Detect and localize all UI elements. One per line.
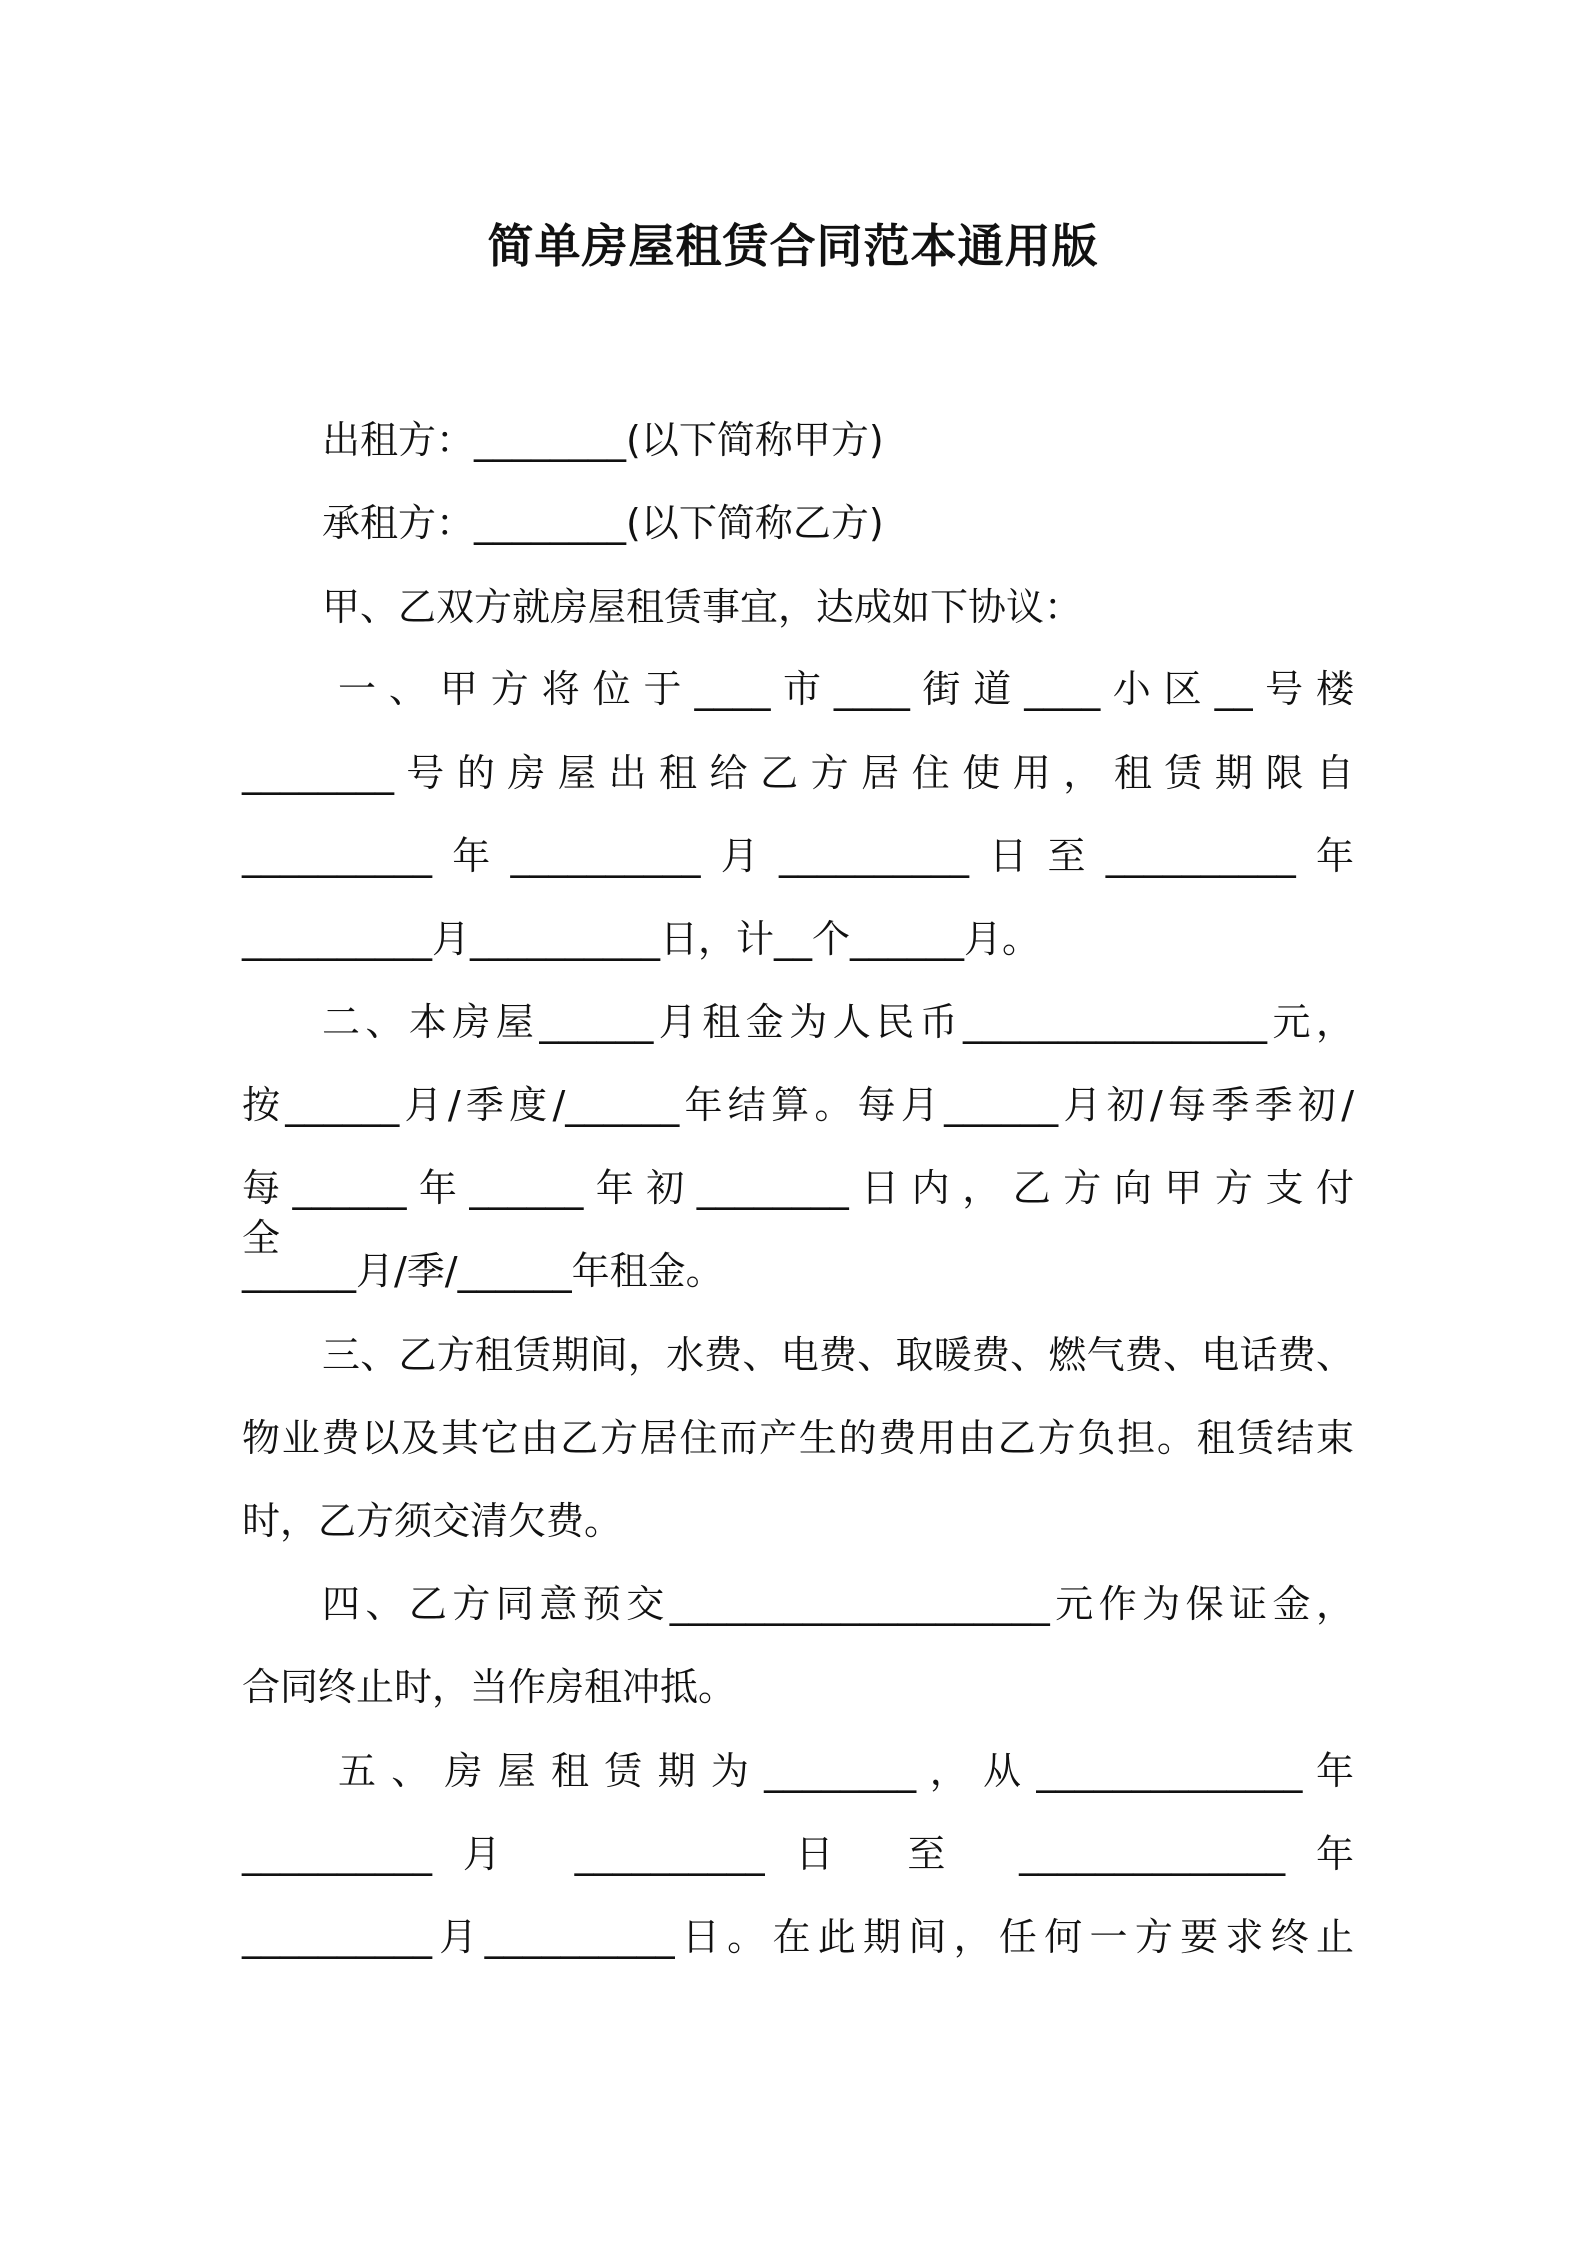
- clause-4-line-1: 四、乙方同意预交____________________元作为保证金，: [322, 1582, 1354, 1626]
- lessor-line: 出租方：________(以下简称甲方): [322, 418, 884, 462]
- clause-5-line-1: 五 、 房 屋 租 赁 期 为 ________ ， 从 ______________ 年: [338, 1749, 1354, 1793]
- clause-1-line-3: __________年__________月__________日至__________年: [242, 834, 1354, 878]
- clause-2-line-2: 按______月/季度/______年结算。每月______月初/每季季初/: [242, 1083, 1354, 1127]
- agreement-intro: 甲、乙双方就房屋租赁事宜，达成如下协议：: [322, 585, 1083, 629]
- lessee-line: 承租方：________(以下简称乙方): [322, 501, 884, 545]
- clause-5-line-2: __________月 __________日 至 ______________年: [242, 1832, 1354, 1876]
- clause-1-line-4: __________月__________日，计__个______月。: [242, 917, 1041, 961]
- clause-3-line-1: 三、乙方租赁期间，水费、电费、取暖费、燃气费、电话费、: [322, 1333, 1354, 1377]
- document-title: 简单房屋租赁合同范本通用版: [487, 219, 1099, 273]
- clause-4-line-2: 合同终止时，当作房租冲抵。: [242, 1665, 737, 1709]
- clause-2-line-4: ______月/季/______年租金。: [242, 1249, 724, 1293]
- clause-3-line-2: 物业费以及其它由乙方居住而产生的费用由乙方负担。租赁结束: [242, 1416, 1354, 1460]
- clause-1-line-2: ________ 号 的 房 屋 出 租 给 乙 方 居 住 使 用 ， 租 赁 期 限 自: [242, 751, 1354, 795]
- clause-1-line-1: 一 、 甲 方 将 位 于 ____ 市 ____ 街 道 ____ 小 区 __ 号 楼: [338, 667, 1354, 711]
- clause-3-line-3: 时，乙方须交清欠费。: [242, 1499, 623, 1543]
- clause-5-line-3: __________月__________日。在此期间，任何一方要求终止: [242, 1915, 1354, 1959]
- clause-2-line-1: 二、本房屋______月租金为人民币________________元，: [322, 1000, 1354, 1044]
- clause-2-line-3: 每 ______ 年 ______ 年 初 ________ 日 内 ， 乙 方 向 甲 方 支 付 全: [242, 1166, 1354, 1260]
